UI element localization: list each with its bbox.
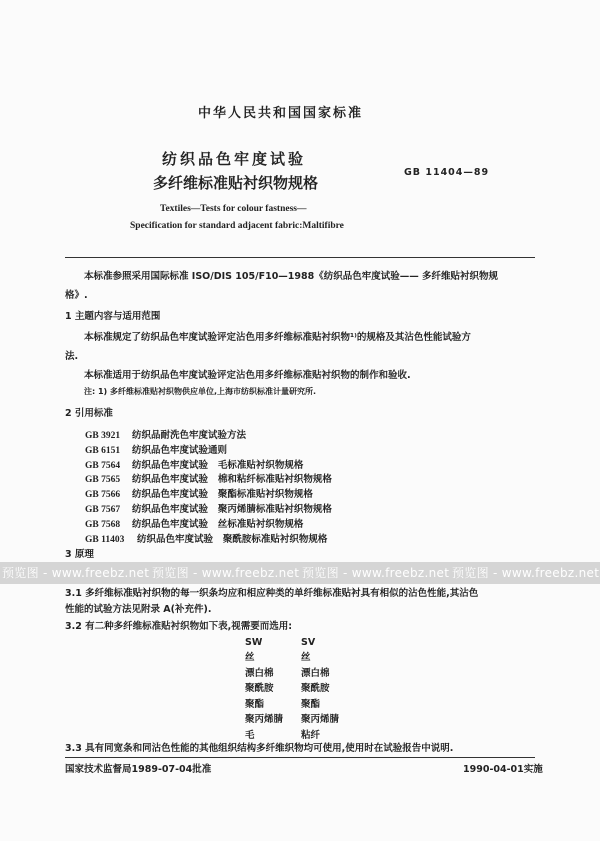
section-1-heading: 1 主题内容与适用范围	[65, 311, 161, 322]
english-title-1: Textiles—Tests for colour fastness—	[160, 204, 307, 214]
reference-code: GB 7567	[85, 505, 121, 515]
fibre-cell: 毛	[245, 729, 255, 741]
reference-title: 纺织品色牢度试验通则	[132, 444, 228, 456]
section-2-heading: 2 引用标准	[65, 408, 113, 419]
header-rule	[65, 257, 535, 258]
watermark-text: 预览图 - www.freebz.net	[452, 566, 600, 580]
reference-code: GB 7566	[85, 490, 121, 501]
effective-date: 1990-04-01实施	[463, 764, 543, 775]
reference-code: GB 11403	[85, 534, 125, 545]
reference-code: GB 7564	[85, 460, 121, 471]
fibre-cell: 丝	[245, 652, 255, 663]
watermark-text: 预览图 - www.freebz.net	[302, 566, 450, 580]
table-header-sv: SV	[301, 637, 316, 648]
fibre-cell: 聚酰胺	[301, 683, 330, 694]
intro-line-2: 格》.	[65, 290, 88, 301]
table-header-sw: SW	[245, 637, 263, 648]
reference-code: GB 3921	[85, 431, 121, 441]
fibre-cell: 聚丙烯腈	[301, 714, 340, 725]
national-standard-heading: 中华人民共和国国家标准	[198, 106, 364, 121]
reference-title: 纺织品色牢度试验 聚酰胺标准贴衬织物规格	[137, 533, 328, 545]
s1-para-1-line-2: 法.	[65, 351, 79, 362]
fibre-cell: 粘纤	[301, 729, 321, 741]
fibre-cell: 漂白棉	[301, 667, 330, 679]
fibre-cell: 聚丙烯腈	[245, 714, 284, 725]
title-line-2: 多纤维标准贴衬织物规格	[153, 174, 319, 192]
footnote: 注: 1) 多纤维标准贴衬织物供应单位,上海市纺织标准计量研究所.	[84, 387, 317, 396]
title-line-1: 纺织品色牢度试验	[162, 150, 307, 168]
fibre-cell: 漂白棉	[245, 667, 274, 679]
reference-title: 纺织品色牢度试验 丝标准贴衬织物规格	[132, 518, 304, 530]
approval-date: 国家技术监督局1989-07-04批准	[65, 764, 212, 775]
section-3-heading: 3 原理	[65, 549, 94, 560]
reference-code: GB 7568	[85, 519, 121, 530]
reference-title: 纺织品色牢度试验 毛标准贴衬织物规格	[132, 459, 304, 471]
reference-code: GB 7565	[85, 475, 121, 486]
s1-para-2: 本标准适用于纺织品色牢度试验评定沾色用多纤维标准贴衬织物的制作和验收.	[84, 370, 411, 381]
s1-para-1-line-1: 本标准规定了纺织品色牢度试验评定沾色用多纤维标准贴衬织物¹⁾的规格及其沾色性能试验方	[84, 332, 471, 343]
reference-title: 纺织品色牢度试验 棉和粘纤标准贴衬织物规格	[132, 474, 332, 486]
fibre-cell: 聚酯	[245, 698, 265, 710]
watermark-text: 预览图 - www.freebz.net	[152, 566, 300, 580]
reference-code: GB 6151	[85, 445, 121, 456]
s3-3: 3.3 具有同宽条和同沾色性能的其他组织结构多纤维织物均可使用,使用时在试验报告中说明.	[65, 743, 454, 754]
reference-title: 纺织品耐洗色牢度试验方法	[132, 430, 247, 441]
reference-title: 纺织品色牢度试验 聚酯标准贴衬织物规格	[132, 489, 313, 501]
s3-1-line-1: 3.1 多纤维标准贴衬织物的每一织条均应和相应种类的单纤维标准贴衬具有相似的沾色性能,其沾色	[65, 588, 479, 599]
fibre-cell: 丝	[301, 652, 311, 663]
fibre-cell: 聚酰胺	[245, 683, 274, 694]
english-title-2: Specification for standard adjacent fabric:Maltifibre	[130, 221, 344, 231]
standard-code: GB 11404—89	[404, 167, 490, 178]
fibre-cell: 聚酯	[301, 698, 321, 710]
intro-line-1: 本标准参照采用国际标准 ISO/DIS 105/F10—1988《纺织品色牢度试验—— 多纤维贴衬织物规	[84, 271, 499, 282]
footer-rule	[65, 757, 535, 758]
reference-title: 纺织品色牢度试验 聚丙烯腈标准贴衬织物规格	[132, 504, 332, 515]
s3-2: 3.2 有二种多纤维标准贴衬织物如下表,视需要而选用:	[65, 621, 293, 632]
watermark-text: 预览图 - www.freebz.net	[2, 566, 150, 580]
s3-1-line-2: 性能的试验方法见附录 A(补充件).	[65, 604, 212, 615]
